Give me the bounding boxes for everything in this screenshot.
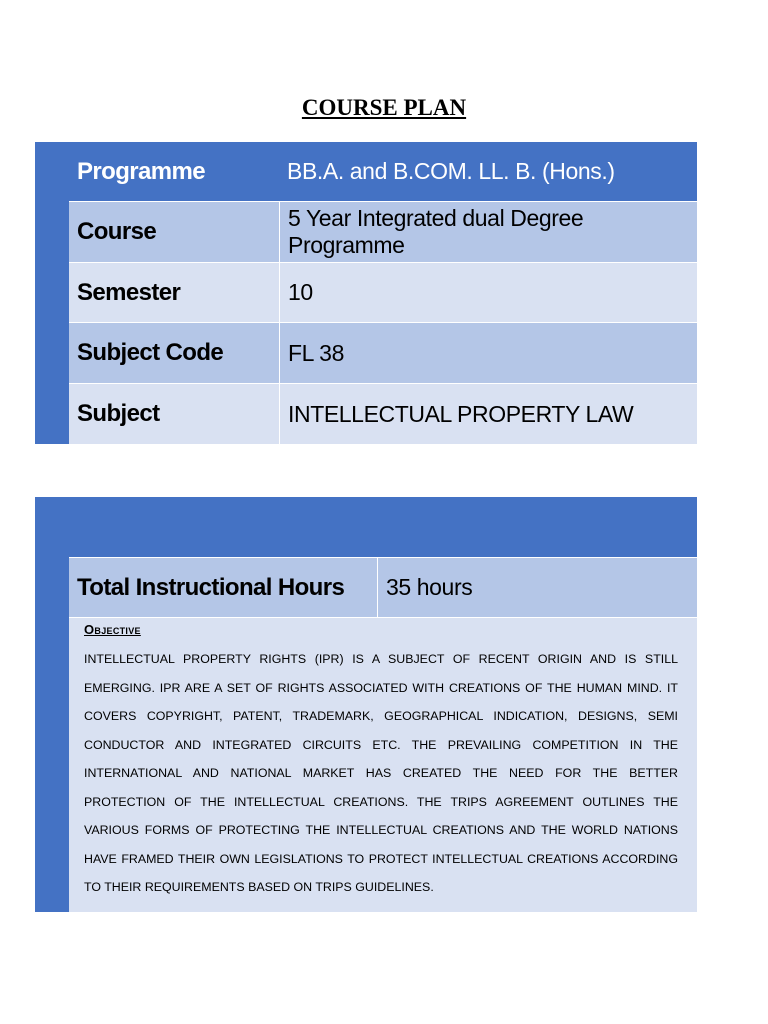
objective-heading: Objective xyxy=(84,622,141,637)
hours-header-band xyxy=(69,497,697,557)
table-row-course xyxy=(69,202,697,262)
semester-value: 10 xyxy=(279,263,697,322)
hours-label: Total Instructional Hours xyxy=(69,558,377,617)
table-row-hours xyxy=(69,558,697,617)
page-title: COURSE PLAN xyxy=(301,95,467,120)
objective-section xyxy=(69,618,697,912)
subject-value: INTELLECTUAL PROPERTY LAW xyxy=(279,384,697,444)
subject-label: Subject xyxy=(69,384,279,444)
table-row-subject-code xyxy=(69,323,697,383)
programme-label: Programme xyxy=(77,157,205,185)
semester-label: Semester xyxy=(69,263,279,322)
programme-value: BB.A. and B.COM. LL. B. (Hons.) xyxy=(287,158,615,184)
hours-left-band xyxy=(35,497,69,912)
table-row-programme xyxy=(69,142,697,201)
course-value: 5 Year Integrated dual Degree Programme xyxy=(279,202,697,262)
table-row-subject xyxy=(69,384,697,444)
objective-text: INTELLECTUAL PROPERTY RIGHTS (IPR) IS A SUBJECT OF RECENT ORIGIN AND IS STILL EMERGING. IPR ARE A SET OF RIGHTS ASSOCIATED WITH CREATIONS OF THE HUMAN MIND. IT COVERS COPYRIGHT, PATENT, TRADEMARK, GEOGRAPHICAL INDICATION, DESIGNS, SEMI CONDUCTOR AND INTEGRATED CIRCUITS ETC. THE PREVAILING COMPETITION IN THE INTERNATIONAL AND NATIONAL MARKET HAS CREATED THE NEED FOR THE BETTER PROTECTION OF THE INTELLECTUAL CREATIONS. THE TRIPS AGREEMENT OUTLINES THE VARIOUS FORMS OF PROTECTING THE INTELLECTUAL CREATIONS AND THE WORLD NATIONS HAVE FRAMED THEIR OWN LEGISLATIONS TO PROTECT INTELLECTUAL CREATIONS ACCORDING TO THEIR REQUIREMENTS BASED ON TRIPS GUIDELINES. xyxy=(84,652,678,894)
hours-value: 35 hours xyxy=(377,558,697,617)
table-row-semester xyxy=(69,263,697,322)
subject-code-value: FL 38 xyxy=(279,323,697,383)
table-left-band xyxy=(35,142,69,444)
subject-code-label: Subject Code xyxy=(69,323,279,383)
course-label: Course xyxy=(69,202,279,262)
